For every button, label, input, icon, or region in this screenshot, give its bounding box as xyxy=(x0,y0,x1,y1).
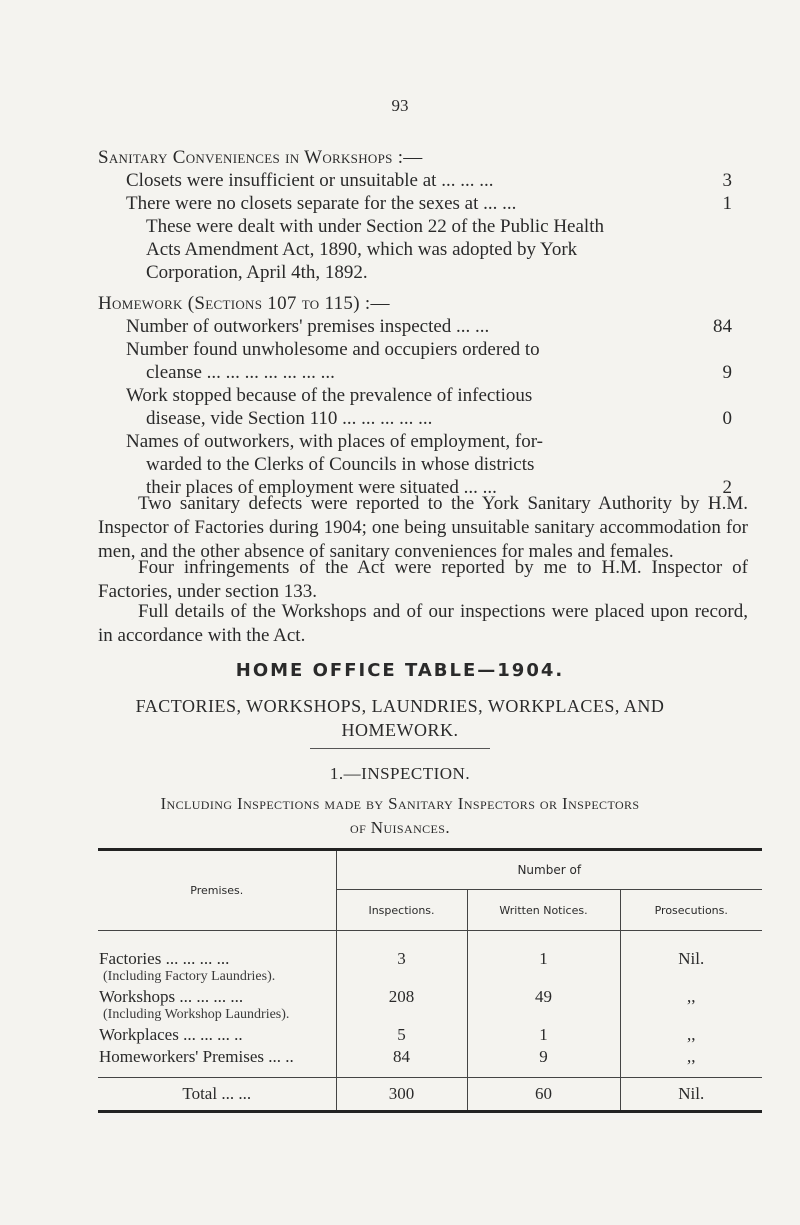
paragraph-records-text: Full details of the Workshops and of our inspections were placed upon record, in accordance with the Act. xyxy=(98,601,748,646)
premises-label: Workshops ... ... ... ... xyxy=(99,987,244,1006)
homework-item-text: cleanse ... ... ... ... ... ... ... xyxy=(146,362,335,383)
paragraph-records xyxy=(98,600,748,648)
number-of-header: Number of xyxy=(336,850,762,890)
premises-sublabel: (Including Workshop Laundries). xyxy=(103,1007,290,1022)
premises-label: Homeworkers' Premises ... .. xyxy=(98,1046,336,1078)
homework-section xyxy=(98,292,738,499)
homework-item-value: 84 xyxy=(713,316,732,337)
paragraph-infringements: Four infringements of the Act were reported by me to H.M. Inspector of Factories, under section 133. xyxy=(98,557,748,602)
homework-item-text: disease, vide Section 110 ... ... ... ... ... xyxy=(146,408,433,429)
premises-cell xyxy=(98,986,336,1024)
total-notices: 60 xyxy=(467,1078,620,1112)
notices-cell: 1 xyxy=(467,931,620,987)
homework-item xyxy=(98,407,738,430)
inspection-table xyxy=(98,848,762,1113)
homework-heading: Homework (Sections 107 to 115) :— xyxy=(98,293,390,314)
inspectors-note xyxy=(100,792,700,840)
homework-item-value: 2 xyxy=(722,477,732,498)
section-title: 1.—INSPECTION. xyxy=(329,764,471,783)
table-row xyxy=(98,931,762,987)
inspectors-note-line: Including Inspections made by Sanitary Inspectors or Inspectors xyxy=(160,794,640,813)
homework-item-value: 9 xyxy=(722,362,732,383)
homework-item-text: their places of employment were situated ... ... xyxy=(146,477,497,498)
homework-item xyxy=(98,361,738,384)
sanitary-section xyxy=(98,146,738,284)
premises-label: Factories ... ... ... ... xyxy=(99,949,230,968)
total-row xyxy=(98,1078,762,1112)
notices-cell: 1 xyxy=(467,1024,620,1046)
total-label: Total ... ... xyxy=(98,1078,336,1112)
homework-item-text: Number of outworkers' premises inspected ... ... xyxy=(126,316,490,337)
prosecutions-header: Prosecutions. xyxy=(620,890,762,931)
page-number: 93 xyxy=(391,96,409,115)
sanitary-item xyxy=(98,169,738,192)
total-inspections: 300 xyxy=(336,1078,467,1112)
sanitary-item-value: 3 xyxy=(722,170,732,191)
notices-cell: 9 xyxy=(467,1046,620,1078)
table-row xyxy=(98,986,762,1024)
subtitle-line: FACTORIES, WORKSHOPS, LAUNDRIES, WORKPLACES, AND xyxy=(135,696,665,716)
subtitle-line: HOMEWORK. xyxy=(341,720,459,740)
sanitary-item-value: 1 xyxy=(722,193,732,214)
premises-sublabel: (Including Factory Laundries). xyxy=(103,969,276,984)
prosecutions-cell: ,, xyxy=(687,1025,696,1044)
prosecutions-cell: ,, xyxy=(687,1047,696,1066)
homework-item-line: Number found unwholesome and occupiers ordered to xyxy=(126,339,540,360)
sanitary-note-line: Corporation, April 4th, 1892. xyxy=(146,262,368,283)
sanitary-item xyxy=(98,192,738,215)
total-prosecutions: Nil. xyxy=(620,1078,762,1112)
home-office-title: HOME OFFICE TABLE—1904. xyxy=(235,660,565,681)
homework-item xyxy=(98,315,738,338)
sanitary-item-text: There were no closets separate for the sexes at ... ... xyxy=(126,193,517,214)
written-notices-header: Written Notices. xyxy=(467,890,620,931)
homework-item-line: Work stopped because of the prevalence of infectious xyxy=(126,385,533,406)
table-row xyxy=(98,1024,762,1046)
prosecutions-cell: Nil. xyxy=(678,949,705,968)
inspections-cell: 5 xyxy=(336,1024,467,1046)
inspections-header: Inspections. xyxy=(336,890,467,931)
homework-item-line: warded to the Clerks of Councils in whose districts xyxy=(146,454,535,475)
inspections-cell: 3 xyxy=(336,931,467,987)
paragraph-sanitary-defects: Two sanitary defects were reported to the York Sanitary Authority by H.M. Inspector of Factories during 1904; one being unsuitable sanitary accommodation for men, and the other absence of sanitary conveniences for males and females. xyxy=(98,493,748,562)
prosecutions-cell: ,, xyxy=(687,987,696,1006)
homework-item-value: 0 xyxy=(722,408,732,429)
inspectors-note-line: of Nuisances. xyxy=(350,818,450,837)
inspections-cell: 208 xyxy=(336,986,467,1024)
table-subtitle xyxy=(100,694,700,742)
notices-cell: 49 xyxy=(467,986,620,1024)
premises-header: Premises. xyxy=(98,850,336,931)
inspections-cell: 84 xyxy=(336,1046,467,1078)
premises-cell xyxy=(98,931,336,987)
premises-label: Workplaces ... ... ... .. xyxy=(98,1024,336,1046)
sanitary-note-line: Acts Amendment Act, 1890, which was adopted by York xyxy=(146,239,578,260)
sanitary-note-line: These were dealt with under Section 22 of the Public Health xyxy=(146,216,604,237)
sanitary-item-text: Closets were insufficient or unsuitable at ... ... ... xyxy=(126,170,494,191)
table-row xyxy=(98,1046,762,1078)
sanitary-heading: Sanitary Conveniences in Workshops :— xyxy=(98,147,423,168)
short-divider xyxy=(310,748,490,749)
homework-item-line: Names of outworkers, with places of employment, for- xyxy=(126,431,543,452)
